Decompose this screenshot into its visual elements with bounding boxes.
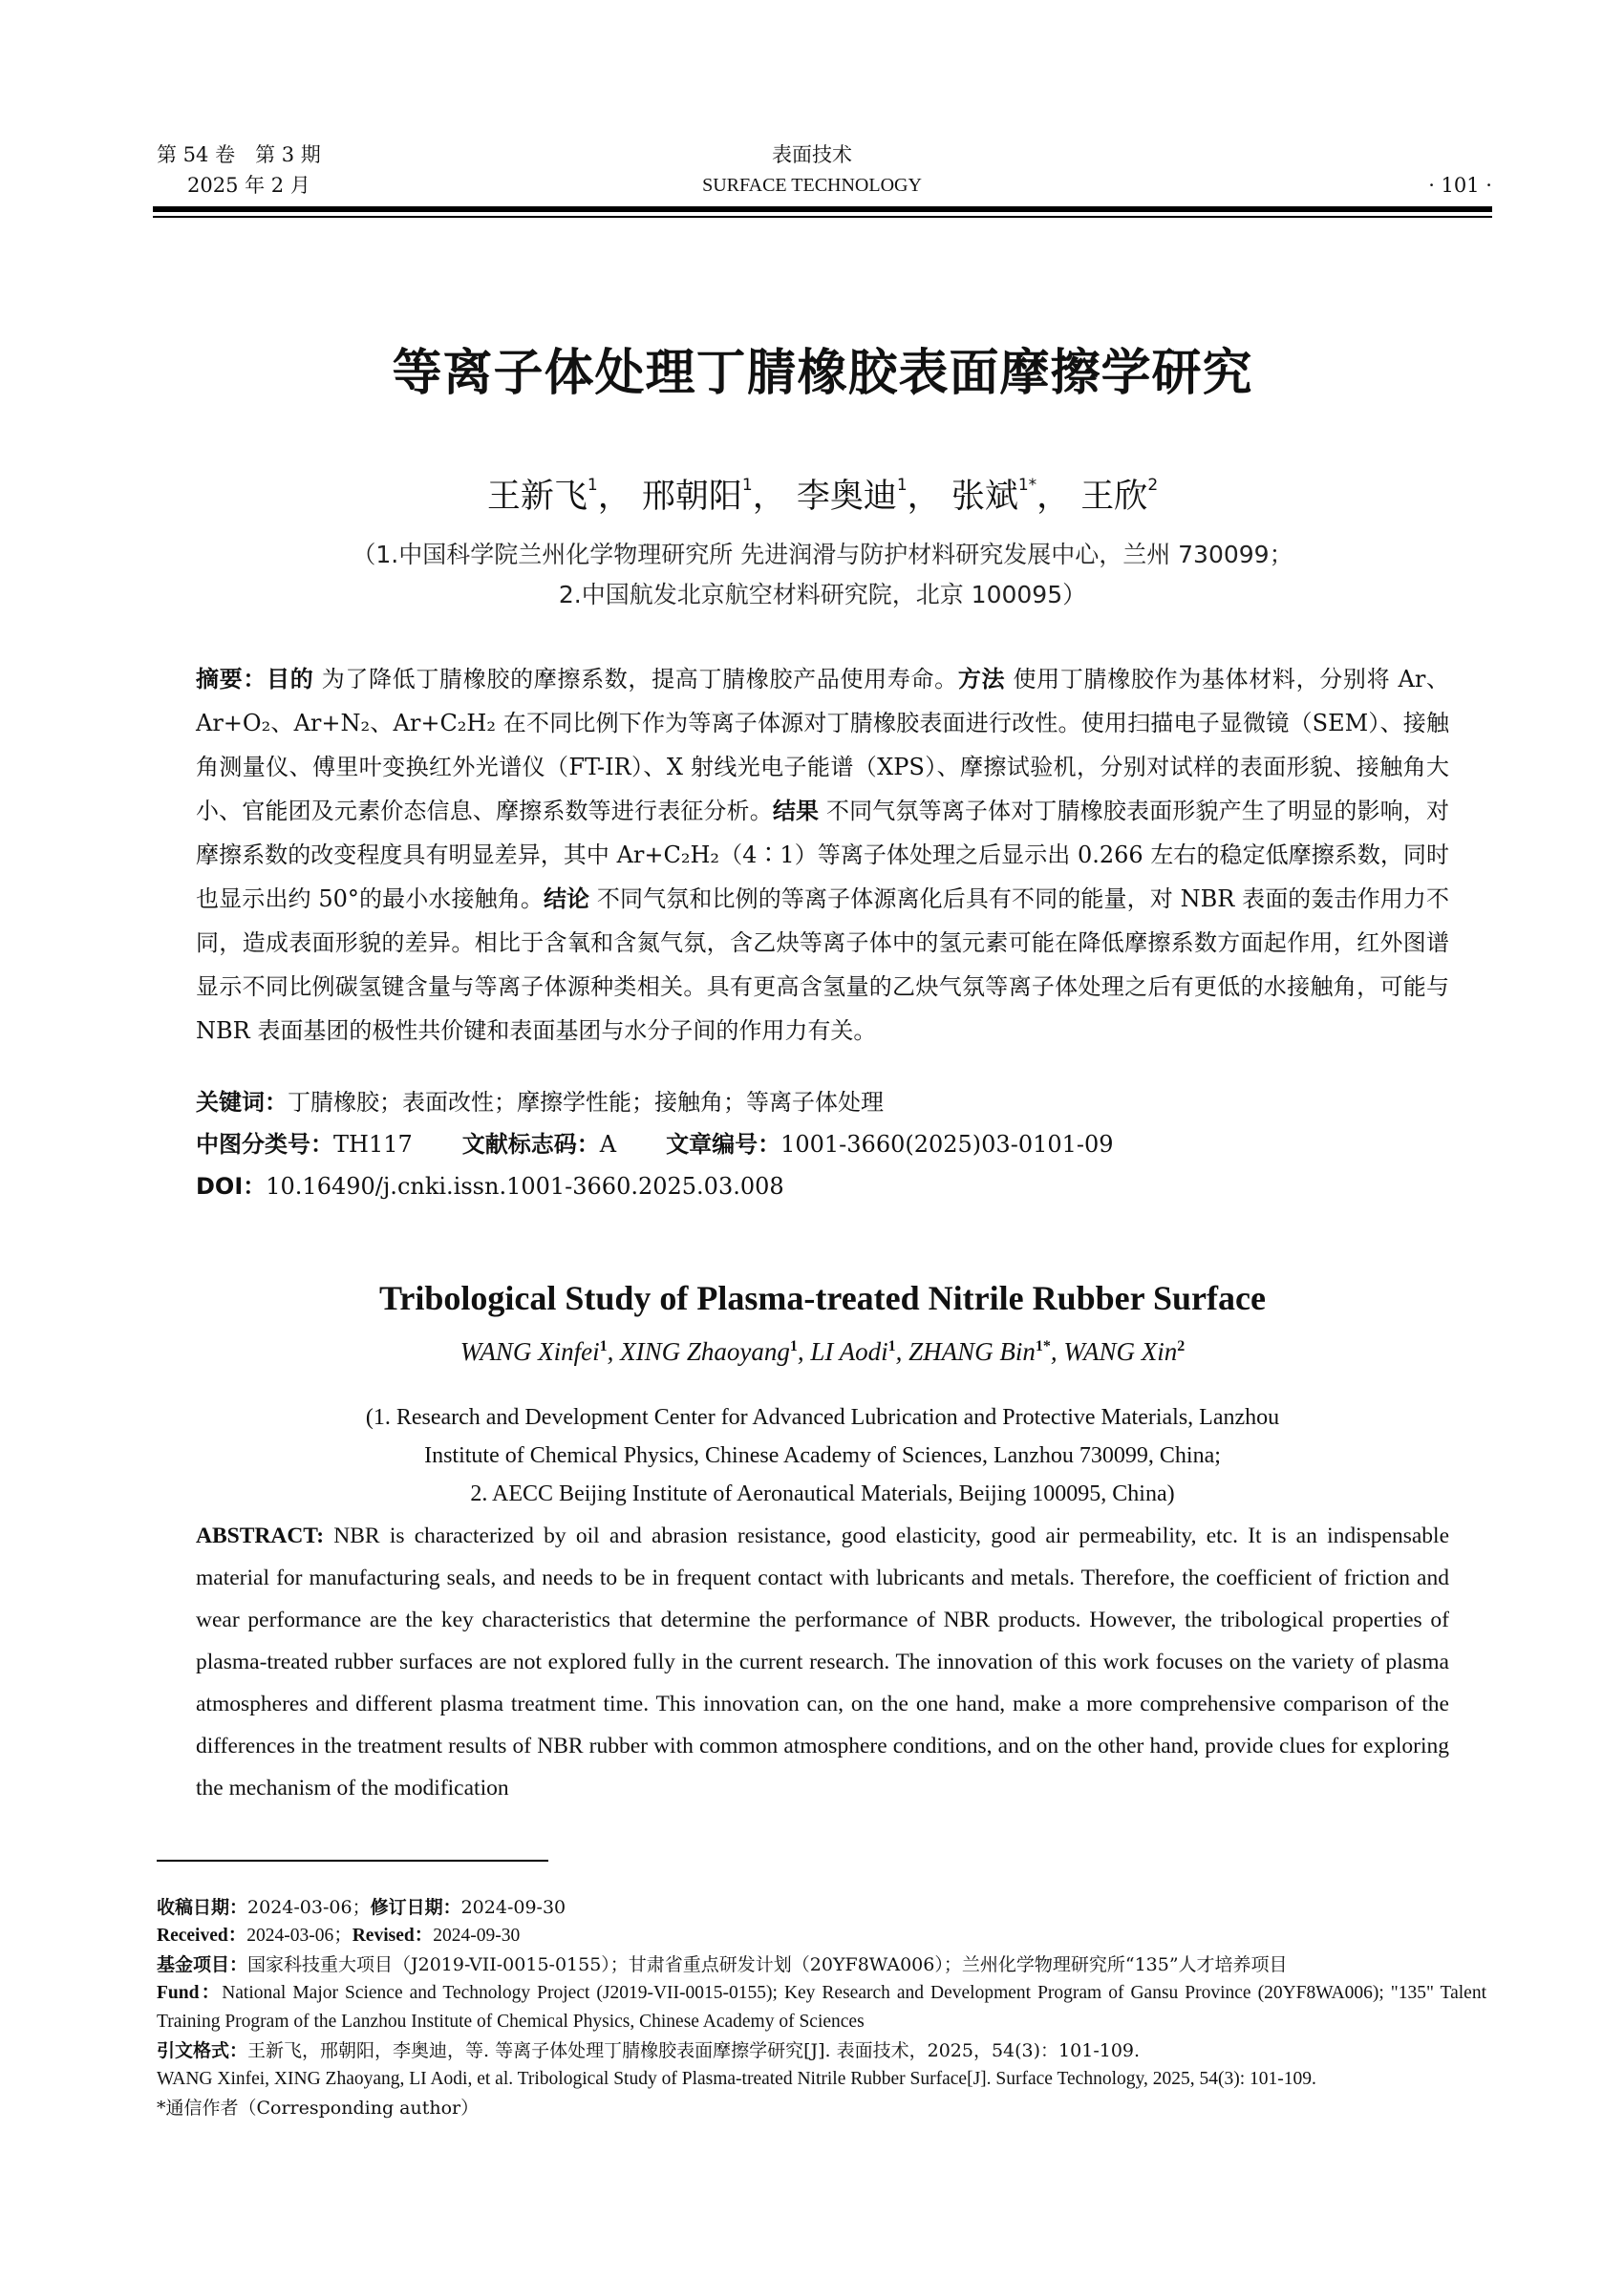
keywords-value: 丁腈橡胶；表面改性；摩擦学性能；接触角；等离子体处理 [288,1089,884,1116]
clc-value: TH117 [333,1131,413,1158]
footnotes [157,1893,1486,2122]
doi-line [196,1167,1449,1205]
author-affil-sup: 1 [587,476,598,495]
paper-title-en: Tribological Study of Plasma-treated Nitrile Rubber Surface [379,1279,1266,1317]
method-label: 方法 [957,666,1006,693]
paper-title-cn: 等离子体处理丁腈橡胶表面摩擦学研究 [392,345,1253,402]
author-affil-sup: 1* [1035,1338,1051,1354]
fund-cn-text: 国家科技重大项目（J2019-VII-0015-0155）；甘肃省重点研发计划（20YF8WA006）；兰州化学物理研究所“135”人才培养项目 [247,1954,1288,1975]
header-date: 2025 年 2 月 [187,174,310,197]
author-en: XING Zhaoyang [620,1337,790,1366]
author-cn: 邢朝阳 [641,478,742,516]
conclusion-text: 不同气氛和比例的等离子体源离化后具有不同的能量，对 NBR 表面的轰击作用力不同，造成表面形貌的差异。相比于含氧和含氮气氛，含乙炔等离子体中的氢元素可能在降低摩擦系数方面起作用，红外图谱显示不同比例碳氢键含量与等离子体源种类相关。具有更高含氢量的乙炔气氛等离子体处理之后有更低的水接触角，可能与 NBR 表面基团的极性共价键和表面基团与水分子间的作用力有关。 [196,885,1450,1044]
author-affil-sup: 2 [1177,1338,1186,1354]
author-cn: 张斌 [951,478,1018,516]
author-affil-sup: 1 [887,1338,896,1354]
fund-cn-line [157,1950,1486,1979]
author-affil-sup: 1 [741,476,753,495]
purpose-text: 为了降低丁腈橡胶的摩擦系数，提高丁腈橡胶产品使用寿命。 [313,666,958,693]
citation-cn-text: 王新飞，邢朝阳，李奥迪，等. 等离子体处理丁腈橡胶表面摩擦学研究[J]. 表面技术，2025，54(3)：101-109. [247,2040,1141,2061]
purpose-label: 目的 [267,666,314,693]
header-journal [478,139,1146,201]
received-en-date: 2024-03-06； [246,1926,353,1946]
affiliation-en-line: (1. Research and Development Center for Advanced Lubrication and Protective Materials, Lanzhou [365,1405,1280,1430]
abstract-cn [196,657,1449,1053]
header-volume-date [157,139,321,201]
corresponding-author-note: *通信作者（Corresponding author） [157,2098,480,2119]
author-affil-sup: 1 [896,476,908,495]
header-rule-thin [153,216,1492,218]
received-cn-line [157,1893,1486,1922]
header-rule-thick [153,206,1492,212]
header-volume-issue: 第 54 卷 第 3 期 [157,143,321,166]
revised-cn-label: 修订日期： [370,1897,461,1918]
received-cn-date: 2024-03-06； [247,1897,371,1918]
header-page-number: · 101 · [1428,174,1492,197]
affiliations-cn [153,535,1492,615]
received-cn-label: 收稿日期： [157,1897,248,1918]
citation-cn-line [157,2036,1486,2065]
author-en: WANG Xinfei [459,1337,600,1366]
revised-cn-date: 2024-09-30 [460,1897,566,1918]
fund-en-text: National Major Science and Technology Project (J2019-VII-0015-0155); Key Research and Development Program of Gansu Province (20YF8WA006); "135" Talent Training Program of the Lanzhou Institute of Chemical Physics, Chinese Academy of Sciences [157,1983,1486,2032]
citation-en-line: WANG Xinfei, XING Zhaoyang, LI Aodi, et al. Tribological Study of Plasma-treated Nitrile Rubber Surface[J]. Surface Technology, 2025, 54(3): 101-109. [157,2069,1316,2089]
abstract-en [196,1515,1449,1809]
affiliations-en [153,1398,1492,1513]
header-journal-en: SURFACE TECHNOLOGY [702,175,922,196]
fund-en-label: Fund： [157,1983,223,2003]
clc-label: 中图分类号： [196,1131,333,1158]
author-cn: 王新飞 [486,478,588,516]
keywords-line [196,1083,1449,1121]
doc-code-label: 文献标志码： [461,1131,600,1158]
fund-cn-label: 基金项目： [157,1954,248,1975]
classification-line [196,1125,1449,1163]
result-text: 不同气氛等离子体对丁腈橡胶表面形貌产生了明显的影响，对摩擦系数的改变程度具有明显差异，其中 Ar+C₂H₂（4∶1）等离子体处理之后显示出 0.266 左右的稳定低摩擦系数，同时也显示出约 50°的最小水接触角。 [196,798,1449,912]
article-no-label: 文章编号： [666,1131,781,1158]
abstract-cn-label: 摘要： [196,666,267,693]
author-en: WANG Xin [1063,1337,1178,1366]
received-en-label: Received： [157,1926,247,1946]
footnote-rule [157,1860,548,1862]
affiliation-en-line: 2. AECC Beijing Institute of Aeronautical Materials, Beijing 100095, China) [470,1481,1175,1506]
author-cn: 王欣 [1080,478,1148,516]
author-cn: 李奥迪 [796,478,897,516]
revised-en-label: Revised： [352,1926,434,1946]
method-text: 使用丁腈橡胶作为基体材料，分别将 Ar、Ar+O₂、Ar+N₂、Ar+C₂H₂ 在不同比例下作为等离子体源对丁腈橡胶表面进行改性。使用扫描电子显微镜（SEM）、接触角测量仪、傅里叶变换红外光谱仪（FT-IR）、X 射线光电子能谱（XPS）、摩擦试验机，分别对试样的表面形貌、接触角大小、官能团及元素价态信息、摩擦系数等进行表征分析。 [196,666,1450,824]
abstract-en-text: NBR is characterized by oil and abrasion resistance, good elasticity, good air permeability, etc. It is an indispensable material for manufacturing seals, and needs to be in frequent contact with lubricants and metals. Therefore, the coefficient of friction and wear performance are the key characteristics that determine the performance of NBR products. However, the tribological properties of plasma-treated rubber surfaces are not explored fully in the current research. The innovation of this work focuses on the variety of plasma atmospheres and different plasma treatment time. This innovation can, on the one hand, make a more comprehensive comparison of the differences in the treatment results of NBR rubber with common atmosphere conditions, and on the other hand, provide clues for exploring the mechanism of the modification [196,1524,1449,1801]
affiliation-cn-line: 2.中国航发北京航空材料研究院，北京 100095） [558,581,1087,608]
result-label: 结果 [772,798,820,824]
doc-code-value: A [599,1131,617,1158]
authors-en: WANG Xinfei$^1$, XING Zhaoyang$^1$, LI Aodi$^1$, ZHANG Bin$^{1*}$, WANG Xin$^2$ [459,1337,1186,1366]
doi-label: DOI： [196,1173,267,1200]
citation-cn-label: 引文格式： [157,2040,248,2061]
received-en-line [157,1922,1486,1950]
article-no-value: 1001-3660(2025)03-0101-09 [780,1131,1114,1158]
revised-en-date: 2024-09-30 [433,1926,521,1946]
fund-en-line [157,1979,1486,2036]
author-en: LI Aodi [810,1337,888,1366]
affiliation-cn-line: （1.中国科学院兰州化学物理研究所 先进润滑与防护材料研究发展中心，兰州 730099； [352,541,1293,568]
author-affil-sup: 2 [1147,476,1159,495]
authors-cn: 王新飞$^1$， 邢朝阳$^1$， 李奥迪$^1$， 张斌$^{1*}$， 王欣$^2$ [486,476,1159,516]
author-affil-sup: 1 [789,1338,798,1354]
header-journal-cn: 表面技术 [772,143,852,166]
author-en: ZHANG Bin [908,1337,1036,1366]
affiliation-en-line: Institute of Chemical Physics, Chinese Academy of Sciences, Lanzhou 730099, China; [424,1443,1221,1468]
author-affil-sup: 1* [1017,476,1037,495]
conclusion-label: 结论 [543,885,590,912]
doi-value: 10.16490/j.cnki.issn.1001-3660.2025.03.008 [266,1173,784,1200]
author-affil-sup: 1 [599,1338,608,1354]
abstract-en-label: ABSTRACT: [196,1524,325,1548]
keywords-label: 关键词： [196,1089,288,1116]
